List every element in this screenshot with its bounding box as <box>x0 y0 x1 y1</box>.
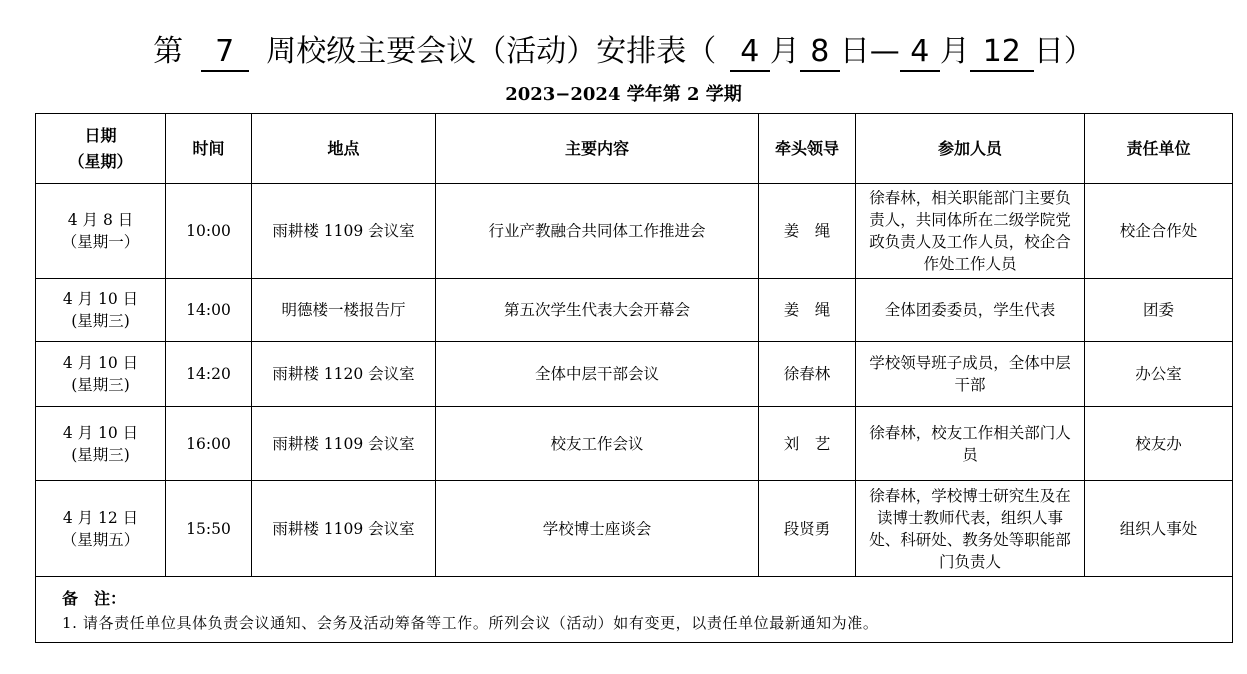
header-date-line1: 日期 <box>84 125 117 145</box>
unit-cell: 校企合作处 <box>1085 184 1233 279</box>
date-text: 4 月 10 日 <box>62 290 139 308</box>
table-header-row <box>36 114 1233 184</box>
unit-cell: 办公室 <box>1085 342 1233 407</box>
location-cell: 雨耕楼 1120 会议室 <box>252 342 436 407</box>
unit-cell: 组织人事处 <box>1085 481 1233 577</box>
unit-cell: 团委 <box>1085 279 1233 342</box>
title-middle: 周校级主要会议（活动）安排表（ <box>266 34 717 69</box>
table-row <box>36 279 1233 342</box>
attendees-cell: 学校领导班子成员，全体中层干部 <box>856 342 1085 407</box>
title-month-char-2: 月 <box>939 34 970 69</box>
time-cell: 10:00 <box>166 184 252 279</box>
location-cell: 雨耕楼 1109 会议室 <box>252 407 436 481</box>
title-week-number: 7 <box>201 34 249 72</box>
content-cell: 行业产教融合共同体工作推进会 <box>436 184 759 279</box>
weekday-text: (星期三) <box>71 376 130 394</box>
date-text: 4 月 10 日 <box>62 354 139 372</box>
leader-cell: 姜 绳 <box>759 184 856 279</box>
header-date <box>36 114 166 184</box>
attendees-cell: 全体团委委员，学生代表 <box>856 279 1085 342</box>
leader-cell: 刘 艺 <box>759 407 856 481</box>
table-row <box>36 481 1233 577</box>
notes-heading: 备 注： <box>62 589 127 608</box>
weekday-text: (星期三) <box>71 312 130 330</box>
title-end-day: 12 <box>970 34 1034 72</box>
table-row <box>36 342 1233 407</box>
attendees-cell: 徐春林，校友工作相关部门人员 <box>856 407 1085 481</box>
date-text: 4 月 8 日 <box>67 211 134 229</box>
weekday-text: （星期五） <box>61 530 140 549</box>
content-cell: 第五次学生代表大会开幕会 <box>436 279 759 342</box>
content-cell: 学校博士座谈会 <box>436 481 759 577</box>
header-time: 时间 <box>166 114 252 184</box>
weekday-text: （星期一） <box>61 233 140 251</box>
time-cell: 14:00 <box>166 279 252 342</box>
title-suffix: 日） <box>1033 34 1094 69</box>
time-cell: 16:00 <box>166 407 252 481</box>
attendees-cell: 徐春林，相关职能部门主要负责人，共同体所在二级学院党政负责人及工作人员，校企合作处工作人员 <box>856 184 1085 279</box>
content-cell: 全体中层干部会议 <box>436 342 759 407</box>
attendees-cell: 徐春林，学校博士研究生及在读博士教师代表，组织人事处、科研处、教务处等职能部门负责人 <box>856 481 1085 577</box>
header-date-line2: （星期） <box>68 151 133 171</box>
header-content: 主要内容 <box>436 114 759 184</box>
leader-cell: 段贤勇 <box>759 481 856 577</box>
title-end-month: 4 <box>900 34 940 72</box>
header-leader: 牵头领导 <box>759 114 856 184</box>
notes-item: 1. 请各责任单位具体负责会议通知、会务及活动筹备等工作。所列会议（活动）如有变更，以责任单位最新通知为准。 <box>62 614 879 632</box>
document-title <box>0 26 1247 78</box>
header-attendees: 参加人员 <box>856 114 1085 184</box>
table-row <box>36 184 1233 279</box>
table-row <box>36 407 1233 481</box>
date-cell <box>36 342 166 407</box>
date-cell <box>36 184 166 279</box>
time-cell: 15:50 <box>166 481 252 577</box>
header-unit: 责任单位 <box>1085 114 1233 184</box>
title-start-month: 4 <box>730 34 770 72</box>
time-cell: 14:20 <box>166 342 252 407</box>
unit-cell: 校友办 <box>1085 407 1233 481</box>
title-month-char-1: 月 <box>769 34 800 69</box>
document-subtitle: 2023−2024 学年第 2 学期 <box>505 84 742 105</box>
date-cell <box>36 481 166 577</box>
location-cell: 雨耕楼 1109 会议室 <box>252 481 436 577</box>
date-cell <box>36 279 166 342</box>
date-text: 4 月 12 日 <box>62 508 139 527</box>
location-cell: 明德楼一楼报告厅 <box>252 279 436 342</box>
notes-cell <box>36 577 1233 643</box>
leader-cell: 姜 绳 <box>759 279 856 342</box>
content-cell: 校友工作会议 <box>436 407 759 481</box>
leader-cell: 徐春林 <box>759 342 856 407</box>
notes-row <box>36 577 1233 643</box>
schedule-table <box>35 113 1233 643</box>
date-cell <box>36 407 166 481</box>
weekday-text: (星期三) <box>71 445 130 464</box>
location-cell: 雨耕楼 1109 会议室 <box>252 184 436 279</box>
header-location: 地点 <box>252 114 436 184</box>
title-prefix: 第 <box>153 34 184 69</box>
date-text: 4 月 10 日 <box>62 423 139 442</box>
title-start-day: 8 <box>800 34 840 72</box>
title-day-separator: 日— <box>839 34 900 69</box>
